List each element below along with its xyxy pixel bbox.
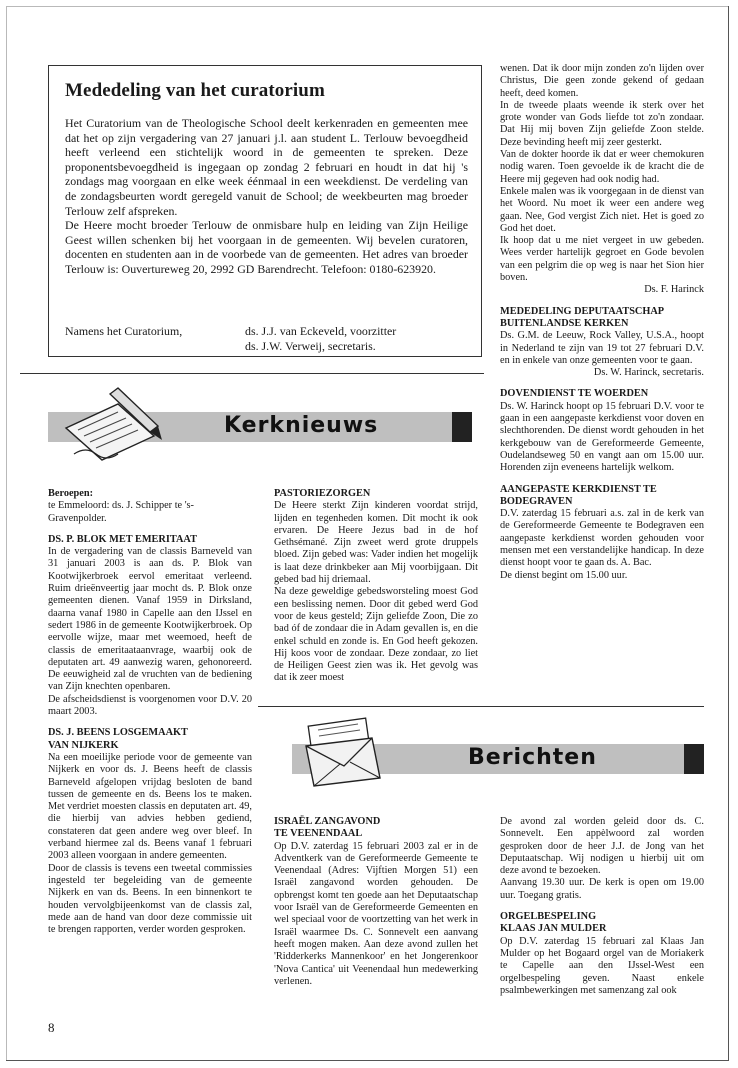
blok-emeritaat-text: In de vergadering van de classis Barneveld van 31 januari 2003 is aan ds. P. Blok van Kootwijkerbroek eervol emeritaat verleend. Ruim drieënveertig jaar mocht ds. P. Blok onze gemeenten dienen. Vanaf 1959 in Dirksland, daarna vanaf 1980 in Capelle aan den IJssel en sedert 1986 in de gemeente Kootwijkerbroek. Op eervolle wijze, maar met weemoed, heeft de classis de emeritaataanvrage, waarbij ook de deputaten art. 49 aanwezig waren, gehonoreerd. De eeuwigheid zal de vruchten van de bediening van Zijn knechten openbaren. (48, 546, 252, 693)
page-border-right (728, 6, 729, 1061)
pastoriezorgen-title: PASTORIEZORGEN (274, 488, 371, 499)
deputaatschap-text: Ds. G.M. de Leeuw, Rock Valley, U.S.A., hoopt in Nederland te zijn van 19 tot 27 februari D.V. en in enkele van onze gemeenten voor te gaan. (500, 330, 704, 366)
beens-title-line-1: DS. J. BEENS LOSGEMAAKT (48, 727, 188, 739)
berichten-column-2 (500, 816, 704, 997)
curatorium-sign-label: Namens het Curatorium, (65, 324, 183, 338)
israel-zangavond-title-line-1: ISRAËL ZANGAVOND (274, 816, 381, 827)
curatorium-paragraph-1: Het Curatorium van de Theologische School deelt kerkenraden en gemeenten mee dat het op zijn vergadering van 27 januari j.l. aan student L. Terlouw bevoegdheid heeft verleend een stichtelijk woord in de gemeenten te spreken. Deze proponentsbevoegdheid is ingegaan op zondag 2 februari en houdt in dat hij 's zondags mag voorgaan en elke week éénmaal in een weekdienst. De verdeling van de zondagsbeurten wordt geregeld vanuit de School; de weekbeurten mag broeder Terlouw zelf afspreken. (65, 116, 468, 218)
pen-and-paper-icon (56, 384, 168, 464)
envelope-icon (300, 716, 390, 788)
curatorium-paragraph-2: De Heere mocht broeder Terlouw de onmisbare hulp en leiding van Zijn Heilige Geest willen schenken bij het voorgaan in de gemeenten. Wij bevelen curatoren, docenten en studenten aan in de voorbede van de gemeenten. Het adres van broeder Terlouw is: Ouvertureweg 20, 2992 GD Barendrecht. Telefoon: 0180-623920. (65, 218, 468, 276)
dovendienst-title: DOVENDIENST TE WOERDEN (500, 388, 649, 400)
kerknieuws-rule (20, 373, 484, 374)
blok-emeritaat-farewell: De afscheidsdienst is voorgenomen voor D.V. 20 maart 2003. (48, 693, 252, 718)
curatorium-signatories (245, 324, 396, 353)
orgelbespeling-title-line-1: ORGELBESPELING (500, 911, 597, 923)
orgelbespeling-text: Op D.V. zaterdag 15 februari zal Klaas Jan Mulder op het Bogaard orgel van de Moriakerk te Capelle aan den IJssel-West een orgelbespeling geven. Naast enkele psalmbewerkingen met samenzang zal ook (500, 935, 704, 996)
zangavond-leader-text: De avond zal worden geleid door ds. C. Sonnevelt. Een appèlwoord zal worden gesproken door de heer J.J. de Jong van het Deputaatschap. Wij nodigen u hierbij uit om deze avond te bezoeken. (500, 816, 704, 877)
kerknieuws-column-1 (48, 488, 252, 936)
deputaatschap-title-line-1: MEDEDELING DEPUTAATSCHAP (500, 305, 665, 317)
beroepen-title: Beroepen: (48, 488, 93, 499)
pastoriezorgen-text-2: Na deze geweldige gebedsworsteling moest God een beslissing nemen. Door dit gebed werd God voor de keus gesteld; Zijn geliefde Zoon, Die zo bad óf de zondaar die in Adam gevallen is, en die enkel schuld en zonde is. En God heeft gekozen. Hij koos voor de zondaar. Deze zondaar, zo liet de Heiligen Geest zien was ik. Het gevolg was dat ik zeer moest (274, 586, 478, 684)
kerknieuws-banner-end-block (452, 412, 472, 442)
aangepaste-kerkdienst-time: De dienst begint om 15.00 uur. (500, 569, 628, 581)
page-number: 8 (48, 1020, 55, 1035)
curatorium-title: Mededeling van het curatorium (65, 80, 325, 101)
berichten-banner-end-block (684, 744, 704, 774)
signatory-secretary: ds. J.W. Verweij, secretaris. (245, 338, 376, 353)
beroepen-text: te Emmeloord: ds. J. Schipper te 's-Gravenpolder. (48, 500, 194, 524)
page-border-bottom (6, 1060, 728, 1061)
harinck-letter-para-1: wenen. Dat ik door mijn zonden zo'n lijden over Christus, Die geen zonde gekend of gedaan heeft, deed komen. (500, 63, 704, 99)
berichten-banner-title: Berichten (468, 745, 597, 770)
beens-text-2: Door de classis is tevens een tweetal commissies ingesteld ter begeleiding van de gemeente Nijkerk en van ds. Beens. In een binnenkort te houden vervolgbijeenkomst van de classis zal, mede aan de hand van door deze commissie uit te brengen rapporten, verder worden gesproken. (48, 862, 252, 936)
harinck-letter-para-3: Van de dokter hoorde ik dat er weer chemokuren nodig waren. Toen gevoelde ik de kracht die de Heere mij gegeven had ook nodig had. (500, 149, 704, 185)
aangepaste-kerkdienst-text: D.V. zaterdag 15 februari a.s. zal in de kerk van de Gereformeerde Gemeente te Bodegraven een aangepaste kerkdienst worden gehouden voor mensen met een verstandelijke handicap. In deze dienst hoopt voor te gaan ds. A. Bac. (500, 508, 704, 569)
beens-title-line-2: VAN NIJKERK (48, 739, 119, 751)
right-column (500, 63, 704, 582)
aangepaste-kerkdienst-title-line-2: BODEGRAVEN (500, 495, 573, 507)
israel-zangavond-text: Op D.V. zaterdag 15 februari 2003 zal er in de Adventkerk van de Gereformeerde Gemeente te Veenendaal (Adres: Vijftien Morgen 51) een Israël zangavond worden gehouden. De opbrengst komt ten goede aan het Deputaatschap voor Israël van de Gereformeerde Gemeenten en wel speciaal voor de voortzetting van het werk in Israël waarmee Ds. C. Sonnevelt een aanvang heeft mogen maken. Aan deze avond zullen het 'Ridderkerks Mannenkoor' en het Jongerenkoor 'Nova Cantica' uit Veenendaal hun medewerking verlenen. (274, 840, 478, 987)
israel-zangavond-title-line-2: TE VEENENDAAL (274, 828, 363, 840)
harinck-letter-para-4: Enkele malen was ik voorgegaan in de dienst van het Woord. Nu moet ik weer een andere weg gaan. Nee, God vergist Zich niet. Het is goed zo God het doet. (500, 185, 704, 234)
orgelbespeling-title-line-2: KLAAS JAN MULDER (500, 923, 607, 935)
harinck-signature: Ds. F. Harinck (644, 284, 704, 296)
berichten-column-1 (274, 816, 478, 988)
kerknieuws-banner-title: Kerknieuws (224, 413, 379, 438)
dovendienst-text: Ds. W. Harinck hoopt op 15 februari D.V. voor te gaan in een aangepaste kerkdienst voor doven en slechthorenden. De dienst wordt gehouden in het kerkgebouw van de Gereformeerde Gemeente, Oudelandseweg 50 en vangt aan om 15.00 uur. Horenden zijn eveneens hartelijk welkom. (500, 400, 704, 474)
beens-text-1: Na een moeilijke periode voor de gemeente van Nijkerk en voor ds. J. Beens heeft de classis Barneveld afgelopen vrijdag besloten de band tussen de gemeente en ds. Beens los te maken. Met verdriet moesten classis en deputaten art. 49, die hierbij van advies hebben gediend, constateren dat geen andere weg over bleef. In verband hiermee zal ds. Beens vanaf 1 februari 2003 alleen voorgaan in andere gemeenten. (48, 751, 252, 862)
pastoriezorgen-text-1: De Heere sterkt Zijn kinderen voordat strijd, lijden en tegenheden komen. Dit mocht ik ook ervaren. De Heere Jezus bad in de hof Gethsémané. Zijn zweet werd grote druppels bloed. Zijn gebed was: Vader indien het mogelijk is laat deze drinkbeker aan Mij voorbijgaan. Dit gebed bad hij driemaal. (274, 500, 478, 586)
harinck-letter-para-2: In de tweede plaats weende ik sterk over het grote wonder van Gods liefde tot zo'n zondaar. Dat Hij mij boven Zijn geliefde Zoon stelde. Deze bevinding heeft mij zeer gesterkt. (500, 99, 704, 148)
kerknieuws-column-2 (274, 488, 478, 685)
curatorium-notice-box (48, 65, 482, 357)
zangavond-time-text: Aanvang 19.30 uur. De kerk is open om 19.00 uur. Toegang gratis. (500, 877, 704, 901)
deputaatschap-title-line-2: BUITENLANDSE KERKEN (500, 317, 629, 329)
berichten-rule (258, 706, 704, 707)
signatory-chair: ds. J.J. van Eckeveld, voorzitter (245, 324, 397, 338)
aangepaste-kerkdienst-title-line-1: AANGEPASTE KERKDIENST TE (500, 483, 657, 495)
harinck-letter-para-5: Ik hoop dat u me niet vergeet in uw gebeden. Wees verder hartelijk gegroet en Gode bevolen van een pelgrim die op weg is naar het Sion hier boven. (500, 235, 704, 284)
blok-emeritaat-title: DS. P. BLOK MET EMERITAAT (48, 533, 197, 545)
curatorium-body (65, 116, 468, 277)
deputaatschap-signature: Ds. W. Harinck, secretaris. (593, 367, 704, 379)
